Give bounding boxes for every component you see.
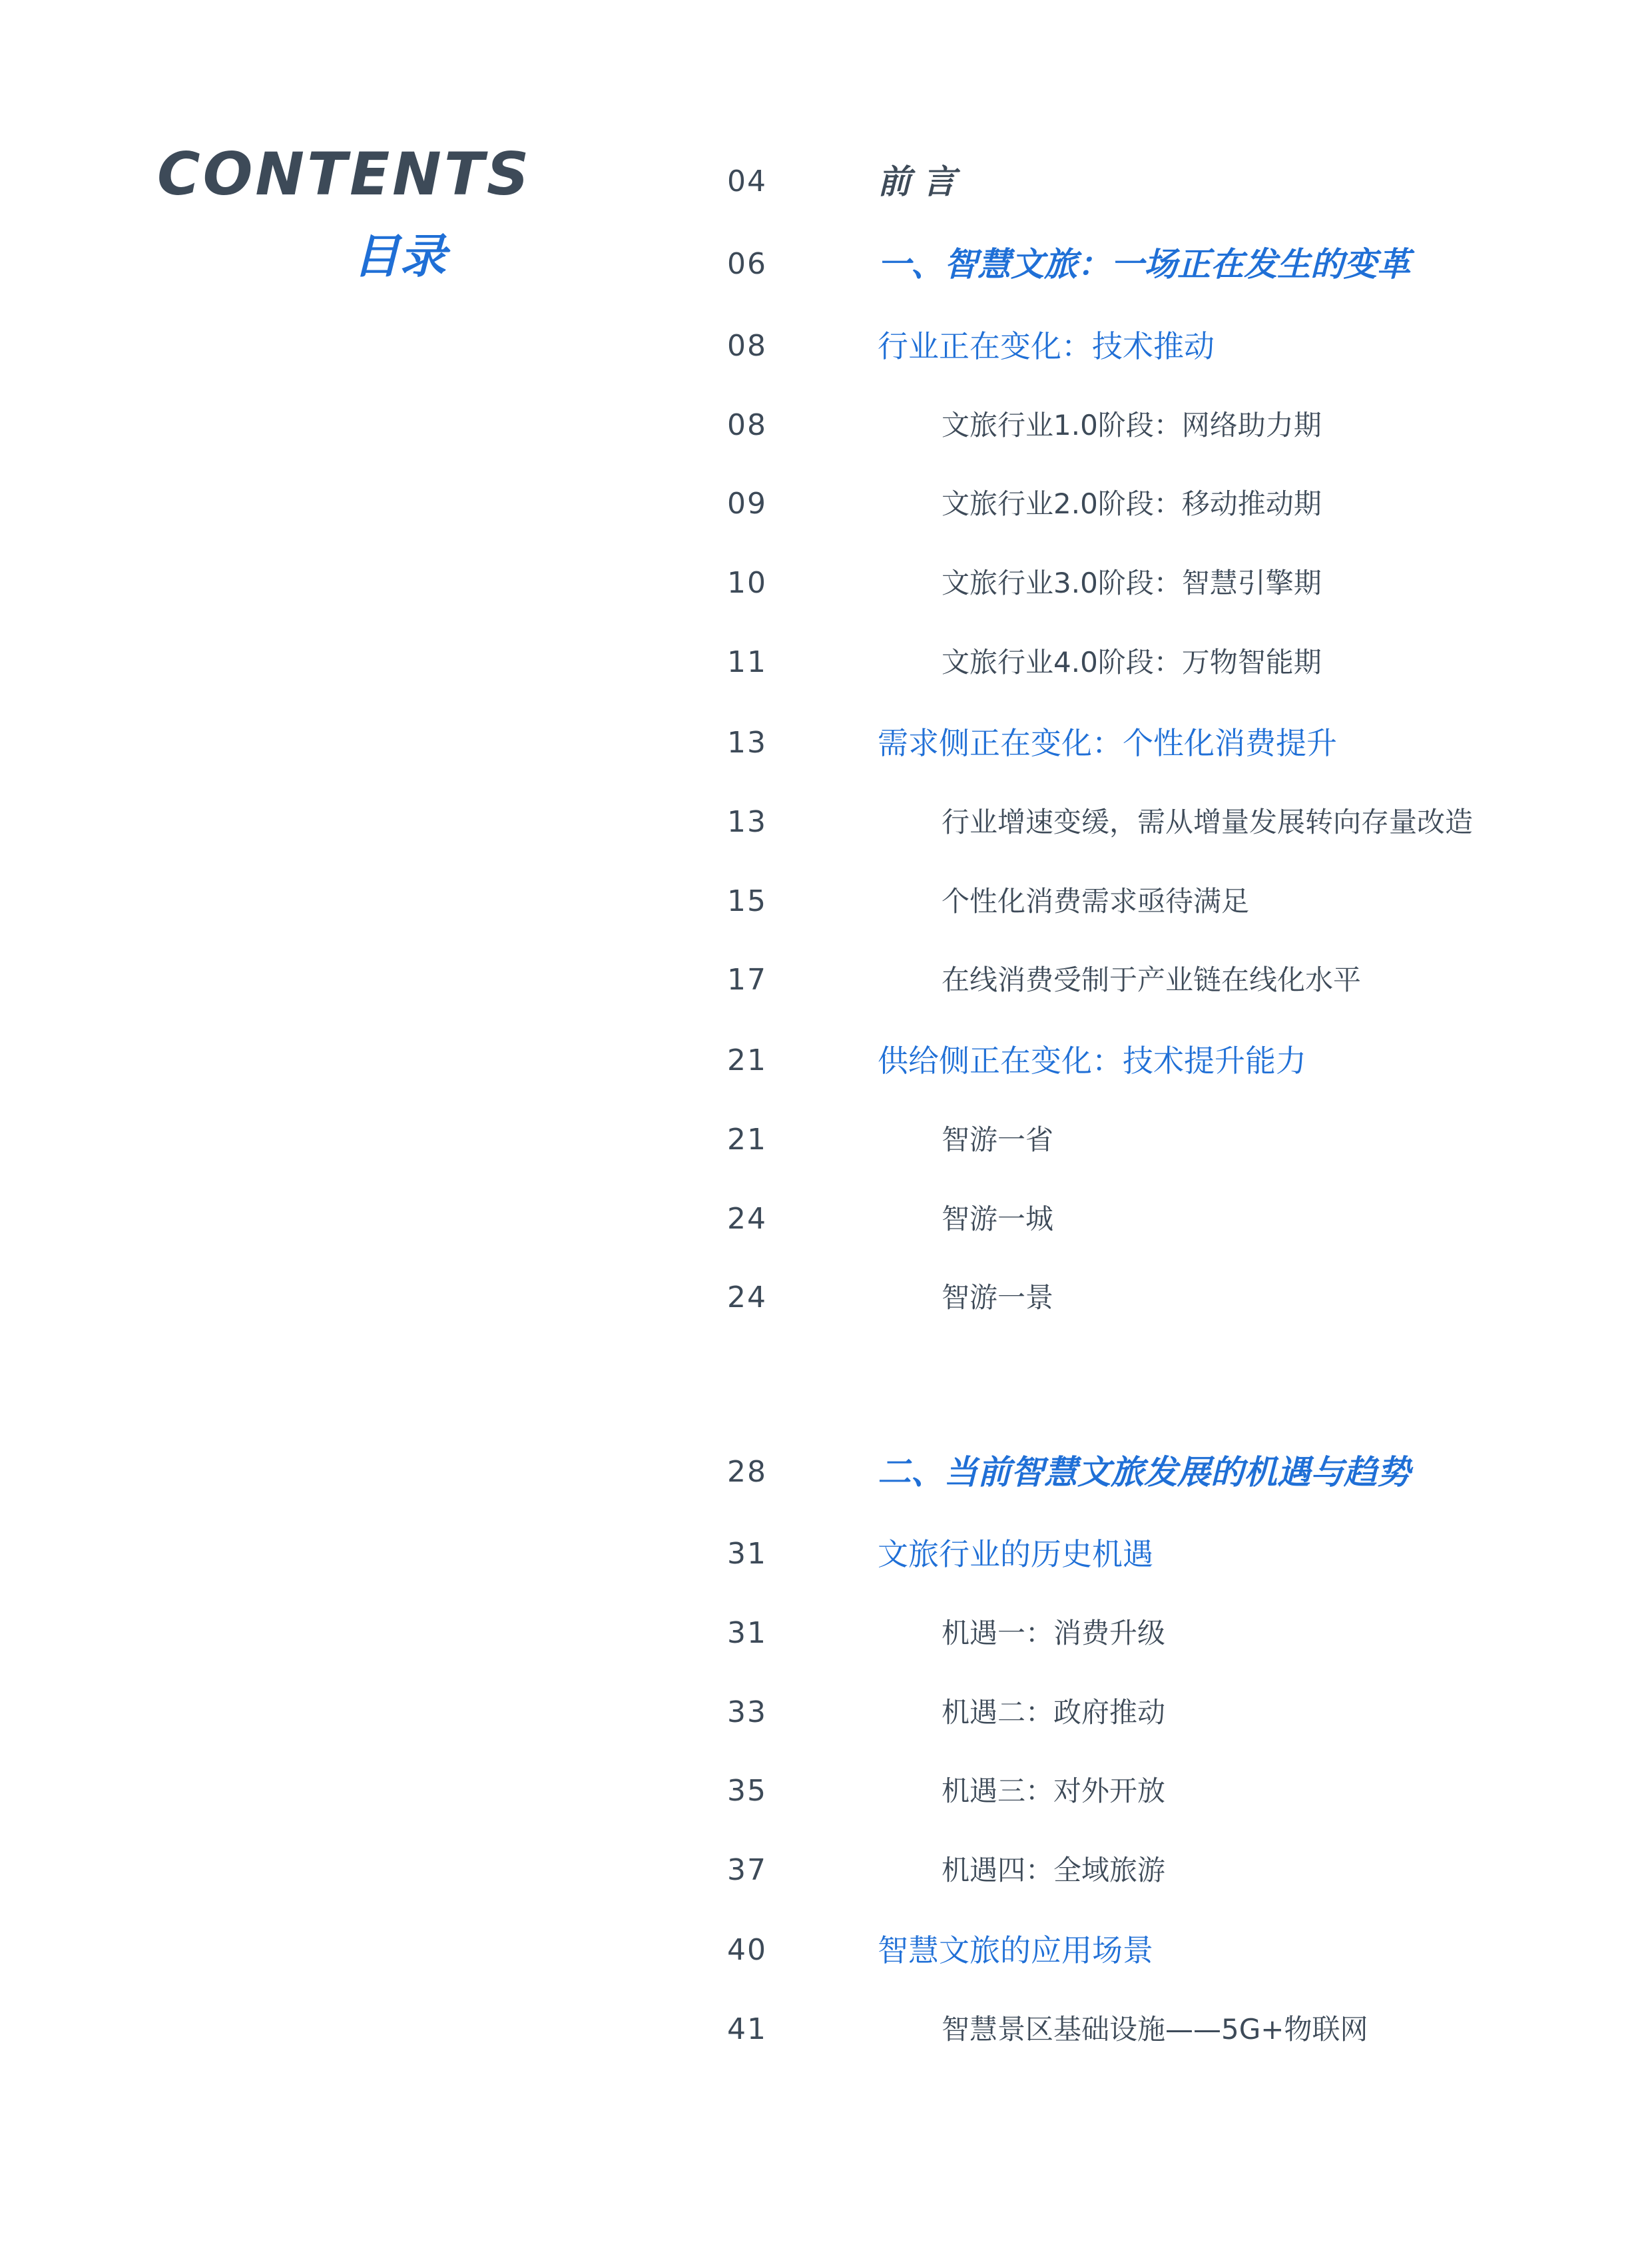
toc-entry-subsection[interactable] [0, 2003, 1652, 2056]
toc-page-number: 33 [727, 1695, 767, 1729]
toc-page-number: 24 [727, 1202, 767, 1236]
toc-entry-chapter-1[interactable] [0, 238, 1652, 291]
toc-entry-subsection[interactable] [0, 1686, 1652, 1739]
toc-entry-title: 机遇四：全域旅游 [942, 1854, 1166, 1886]
toc-entry-subsection[interactable] [0, 1271, 1652, 1324]
toc-page-number: 04 [727, 164, 767, 198]
toc-entry-subsection[interactable] [0, 1607, 1652, 1660]
toc-entry-subsection[interactable] [0, 875, 1652, 928]
toc-page-number: 08 [727, 408, 767, 442]
toc-entry-title: 智游一省 [942, 1123, 1054, 1156]
toc-entry-title: 在线消费受制于产业链在线化水平 [942, 964, 1362, 996]
toc-page-number: 41 [727, 2012, 767, 2046]
toc-entry-title: 机遇一：消费升级 [942, 1617, 1166, 1649]
toc-entry-subsection[interactable] [0, 636, 1652, 689]
toc-page-number: 21 [727, 1043, 767, 1077]
contents-heading: CONTENTS [157, 140, 532, 208]
toc-entry-subsection[interactable] [0, 1844, 1652, 1897]
toc-entry-subsection[interactable] [0, 557, 1652, 610]
toc-entry-subsection[interactable] [0, 477, 1652, 531]
toc-entry-title: 机遇三：对外开放 [942, 1775, 1166, 1807]
toc-page-number: 10 [727, 566, 767, 600]
toc-entry-title: 智慧文旅的应用场景 [878, 1932, 1153, 1968]
toc-page-number: 13 [727, 726, 767, 760]
toc-page-number: 15 [727, 884, 767, 918]
toc-entry-title: 文旅行业的历史机遇 [878, 1536, 1153, 1572]
toc-page-number: 11 [727, 645, 767, 679]
toc-entry-title: 智游一景 [942, 1281, 1054, 1314]
toc-page-number: 17 [727, 963, 767, 997]
toc-entry-title: 机遇二：政府推动 [942, 1696, 1166, 1729]
contents-subtitle: 目录 [353, 229, 446, 284]
toc-entry-subsection[interactable] [0, 1193, 1652, 1246]
toc-page-number: 35 [727, 1774, 767, 1808]
toc-entry-title: 文旅行业2.0阶段：移动推动期 [942, 487, 1322, 520]
toc-entry-title: 文旅行业4.0阶段：万物智能期 [942, 646, 1322, 679]
toc-entry-title: 一、智慧文旅：一场正在发生的变革 [878, 245, 1410, 284]
toc-entry-title: 行业增速变缓，需从增量发展转向存量改造 [942, 806, 1474, 838]
toc-entry-title: 需求侧正在变化：个性化消费提升 [878, 725, 1337, 761]
toc-entry-title: 文旅行业1.0阶段：网络助力期 [942, 409, 1322, 441]
toc-entry-title: 个性化消费需求亟待满足 [942, 885, 1250, 918]
toc-entry-title: 供给侧正在变化：技术提升能力 [878, 1043, 1306, 1079]
toc-entry-section[interactable] [0, 320, 1652, 373]
toc-entry-title: 行业正在变化：技术推动 [878, 328, 1215, 364]
toc-entry-preface[interactable] [0, 155, 1652, 208]
toc-entry-title: 智慧景区基础设施——5G+物联网 [942, 2013, 1368, 2046]
toc-page-number: 37 [727, 1853, 767, 1887]
toc-page-number: 13 [727, 805, 767, 839]
toc-entry-title: 前 言 [878, 162, 956, 201]
toc-entry-subsection[interactable] [0, 399, 1652, 452]
toc-page-number: 09 [727, 487, 767, 521]
toc-entry-title: 文旅行业3.0阶段：智慧引擎期 [942, 567, 1322, 599]
toc-entry-section[interactable] [0, 1528, 1652, 1581]
toc-entry-section[interactable] [0, 1924, 1652, 1977]
toc-entry-section[interactable] [0, 1034, 1652, 1087]
toc-page-number: 21 [727, 1123, 767, 1157]
toc-page-number: 06 [727, 247, 767, 281]
toc-page-number: 31 [727, 1616, 767, 1650]
toc-entry-title: 智游一城 [942, 1203, 1054, 1235]
toc-page-number: 08 [727, 329, 767, 363]
toc-entry-section[interactable] [0, 716, 1652, 770]
toc-page-number: 28 [727, 1455, 767, 1489]
toc-entry-title: 二、当前智慧文旅发展的机遇与趋势 [878, 1453, 1410, 1492]
toc-entry-subsection[interactable] [0, 954, 1652, 1007]
toc-entry-subsection[interactable] [0, 1113, 1652, 1167]
toc-entry-subsection[interactable] [0, 1765, 1652, 1818]
toc-page-number: 31 [727, 1537, 767, 1571]
toc-page-number: 40 [727, 1933, 767, 1967]
toc-page-number: 24 [727, 1280, 767, 1314]
toc-entry-subsection[interactable] [0, 796, 1652, 849]
toc-entry-chapter-2[interactable] [0, 1446, 1652, 1499]
